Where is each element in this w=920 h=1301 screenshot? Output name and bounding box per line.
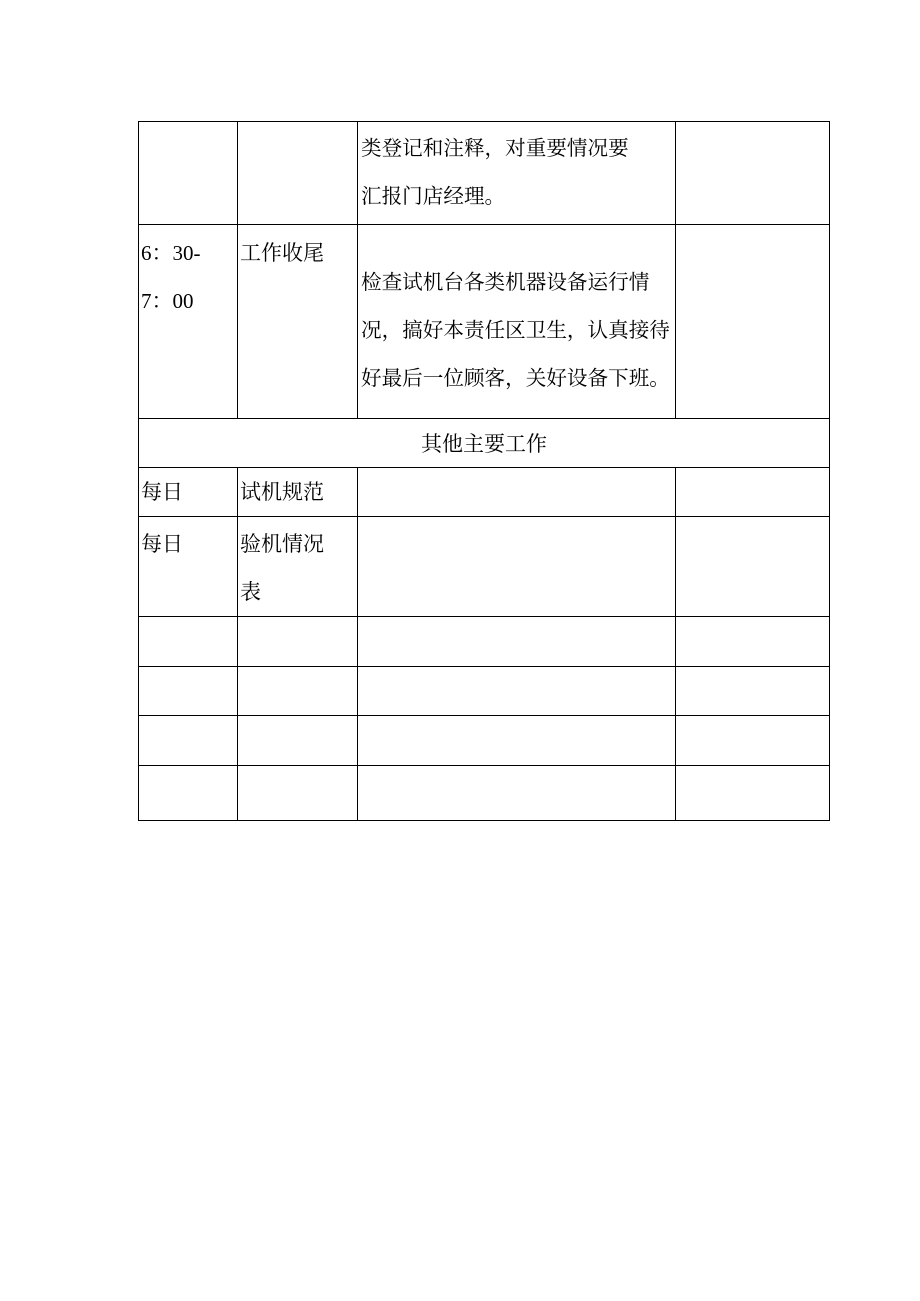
frequency-cell xyxy=(139,517,238,617)
content-cell xyxy=(358,468,676,517)
task-line: 验机情况 xyxy=(240,532,324,556)
table-cell xyxy=(676,716,830,766)
content-cell xyxy=(358,225,676,419)
task-cell xyxy=(238,468,358,517)
section-header-row xyxy=(139,419,830,468)
table-cell xyxy=(139,766,238,821)
table-cell xyxy=(358,667,676,716)
table-cell xyxy=(676,667,830,716)
table-cell xyxy=(676,617,830,667)
table-cell xyxy=(676,766,830,821)
note-cell xyxy=(676,517,830,617)
table-row xyxy=(139,716,830,766)
content-line: 好最后一位顾客，关好设备下班。 xyxy=(361,368,670,390)
table-cell xyxy=(139,716,238,766)
task-line: 工作收尾 xyxy=(240,241,324,265)
frequency-cell xyxy=(139,468,238,517)
table-cell xyxy=(139,617,238,667)
content-line: 类登记和注释，对重要情况要 xyxy=(361,138,629,160)
frequency-text: 每日 xyxy=(141,480,183,504)
time-line: 7：00 xyxy=(141,289,194,313)
table-row xyxy=(139,225,830,419)
table-row xyxy=(139,517,830,617)
content-line: 汇报门店经理。 xyxy=(361,186,506,208)
task-cell xyxy=(238,517,358,617)
frequency-text: 每日 xyxy=(141,532,183,556)
table-cell xyxy=(139,667,238,716)
table-cell xyxy=(238,716,358,766)
content-line: 况，搞好本责任区卫生，认真接待 xyxy=(361,320,670,342)
section-header: 其他主要工作 xyxy=(139,419,830,468)
content-line: 检查试机台各类机器设备运行情 xyxy=(361,272,650,294)
time-cell xyxy=(139,122,238,225)
time-line: 6：30- xyxy=(141,241,201,265)
note-cell xyxy=(676,468,830,517)
duty-schedule-table xyxy=(138,121,830,821)
table-row xyxy=(139,667,830,716)
table-cell xyxy=(358,617,676,667)
table-row xyxy=(139,617,830,667)
table-cell xyxy=(238,766,358,821)
task-cell xyxy=(238,122,358,225)
time-cell xyxy=(139,225,238,419)
table-row xyxy=(139,468,830,517)
table-cell xyxy=(358,716,676,766)
table-cell xyxy=(358,766,676,821)
task-line: 试机规范 xyxy=(240,480,324,504)
note-cell xyxy=(676,122,830,225)
table-cell xyxy=(238,617,358,667)
table-row xyxy=(139,766,830,821)
table-row xyxy=(139,122,830,225)
task-line: 表 xyxy=(240,580,261,604)
note-cell xyxy=(676,225,830,419)
content-cell xyxy=(358,517,676,617)
task-cell xyxy=(238,225,358,419)
table-cell xyxy=(238,667,358,716)
content-cell xyxy=(358,122,676,225)
